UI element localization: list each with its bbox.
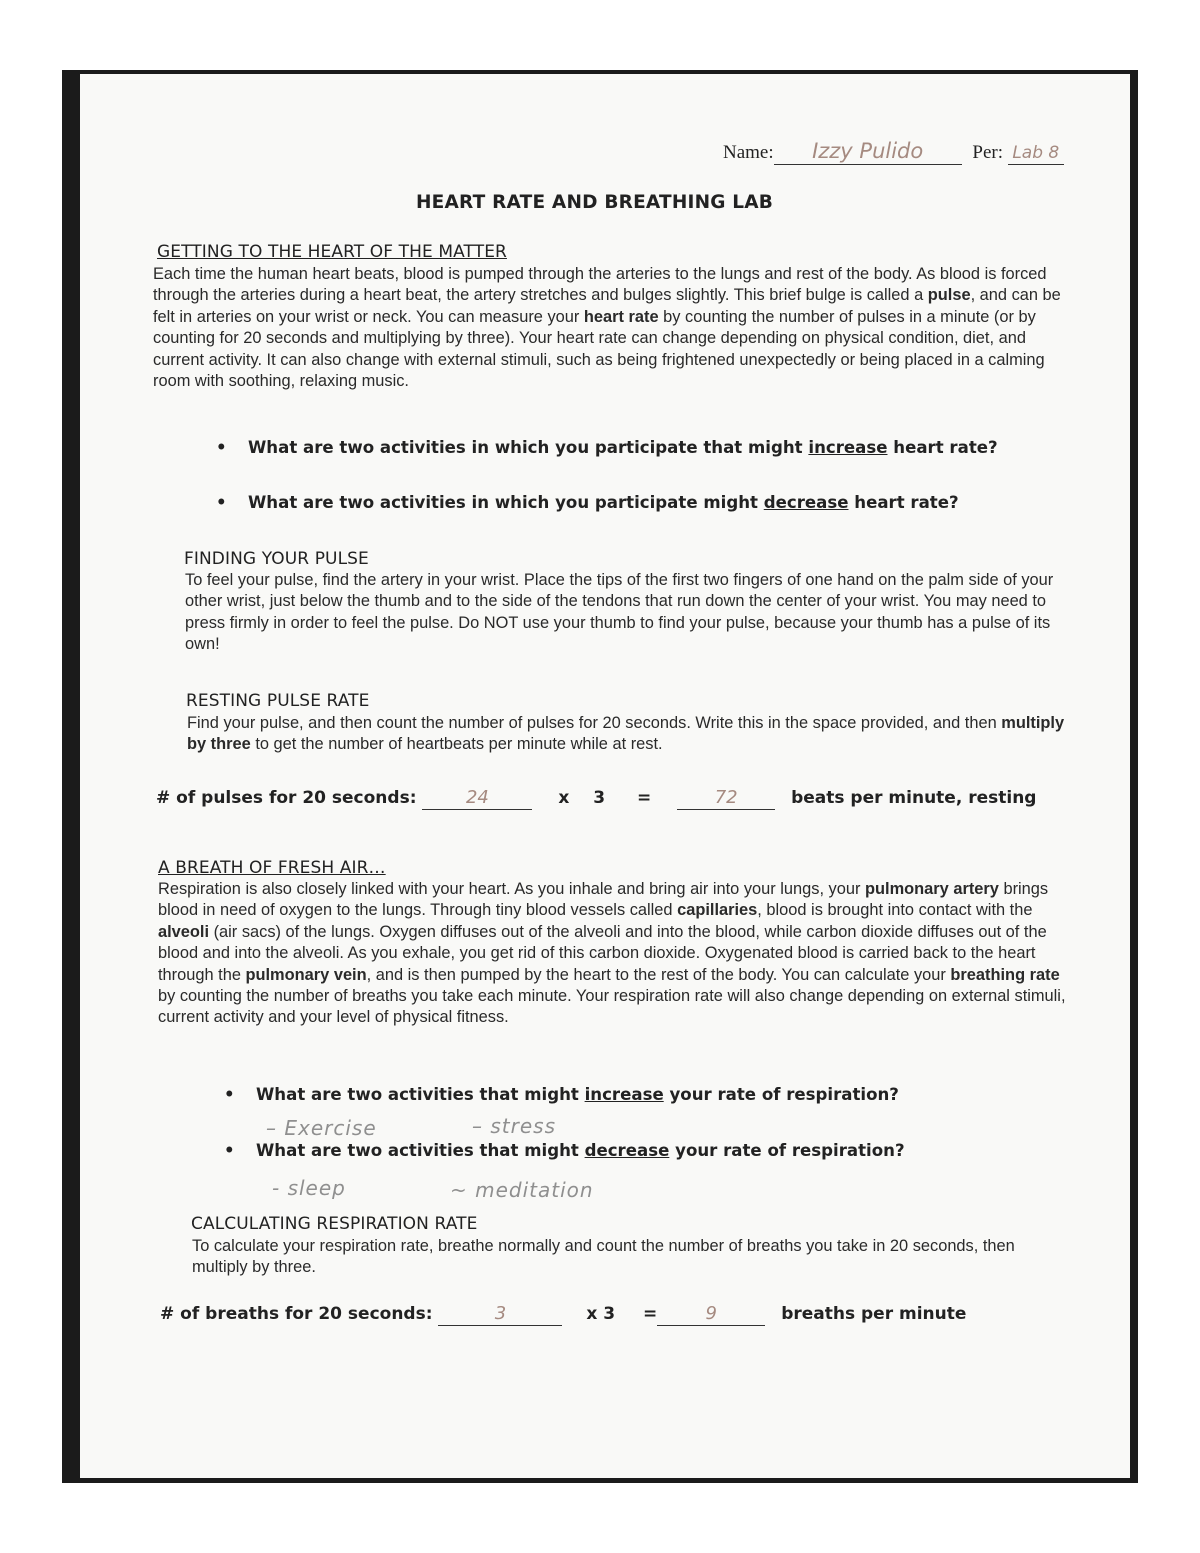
breaths-per-minute-field[interactable] [657, 1303, 765, 1326]
q-text: heart rate? [887, 438, 998, 457]
breath-text-5: , and is then pumped by the heart to the rest of the body. You can calculate your [366, 965, 951, 984]
question-decrease-respiration [224, 1141, 905, 1160]
q-text: heart rate? [848, 493, 959, 512]
name-field[interactable] [774, 139, 962, 165]
breath-text-2: brings blood in need of oxygen to the lungs. Through tiny blood vessels called [158, 880, 1049, 920]
resting-pulse-paragraph [187, 713, 1072, 756]
q-keyword: increase [808, 438, 888, 457]
section-heading-finding-pulse: FINDING YOUR PULSE [184, 549, 369, 569]
worksheet-page [80, 74, 1130, 1478]
breath-text-6: by counting the number of breaths you take each minute. Your respiration rate will also change depending on external stimuli, current activity and your level of physical fitness. [158, 987, 1066, 1027]
section-heading-resting-pulse: RESTING PULSE RATE [186, 691, 370, 711]
name-period-line [723, 139, 1123, 169]
q-keyword: decrease [763, 493, 849, 512]
bullet-icon: • [216, 438, 227, 457]
multiplier: 3 [593, 788, 606, 808]
pulse-count-value: 24 [465, 787, 489, 808]
equals-sign: = [643, 1304, 658, 1324]
breath-row-label: # of breaths for 20 seconds: [160, 1304, 433, 1324]
q-keyword: increase [584, 1085, 664, 1104]
q-text: What are two activities in which you participate that might [248, 438, 809, 457]
question-increase-respiration [224, 1085, 899, 1104]
section-heading-heart: GETTING TO THE HEART OF THE MATTER [157, 242, 507, 262]
q-text: What are two activities that might [256, 1141, 585, 1160]
bpm-suffix: beats per minute, resting [791, 788, 1037, 808]
bpm-field[interactable] [677, 787, 775, 810]
q-keyword: decrease [584, 1141, 670, 1160]
breath-count-field[interactable] [438, 1303, 562, 1326]
bpm-value: 72 [714, 787, 738, 808]
answer-sleep[interactable]: - sleep [272, 1176, 346, 1200]
heart-text-1: Each time the human heart beats, blood is pumped through the arteries to the lungs and rest of the body. As blood is forced through the arteries during a heart beat, the artery stretches and bulges slightly. This brief bulge is called a [153, 265, 1047, 305]
bullet-icon: • [224, 1141, 235, 1160]
breath-count-value: 3 [494, 1303, 507, 1324]
resting-text-2: to get the number of heartbeats per minute while at rest. [250, 735, 663, 754]
page-title: HEART RATE AND BREATHING LAB [416, 192, 774, 213]
period-value: Lab 8 [1012, 143, 1060, 163]
pulse-row-label: # of pulses for 20 seconds: [156, 788, 417, 808]
answer-exercise[interactable]: – Exercise [266, 1116, 377, 1140]
period-field[interactable] [1008, 142, 1064, 165]
section-heading-respiration-rate: CALCULATING RESPIRATION RATE [191, 1214, 478, 1234]
breath-text-3: , blood is brought into contact with the [757, 901, 1033, 920]
name-label: Name: [723, 142, 774, 163]
finding-pulse-paragraph: To feel your pulse, find the artery in your wrist. Place the tips of the first two fingers of one hand on the palm side of your other wrist, just below the thumb and to the side of the tendons that run down the center of your wrist. You may need to press firmly in order to feel the pulse. Do NOT use your thumb to find your pulse, because your thumb has a pulse of its own! [185, 571, 1054, 654]
term-pulmonary-vein: pulmonary vein [245, 965, 367, 984]
equals-sign: = [637, 788, 652, 808]
breath-text-4: (air sacs) of the lungs. Oxygen diffuses out of the alveoli and into the blood, while carbon dioxide diffuses out of the blood and into the alveoli. As you exhale, you get rid of this carbon dioxide. Oxygenated blood is carried back to the heart through the [158, 922, 1047, 984]
breath-calculation-row [160, 1303, 966, 1326]
breaths-per-minute-value: 9 [705, 1303, 717, 1324]
q-text: What are two activities that might [256, 1085, 585, 1104]
name-value: Izzy Pulido [812, 139, 924, 163]
pulse-calculation-row [156, 787, 1036, 810]
breath-text-1: Respiration is also closely linked with your heart. As you inhale and bring air into your lungs, your [158, 880, 865, 898]
answer-meditation[interactable]: ~ meditation [450, 1178, 594, 1202]
q-text: your rate of respiration? [669, 1141, 905, 1160]
period-label: Per: [972, 142, 1004, 163]
term-pulse: pulse [927, 286, 971, 305]
q-text: your rate of respiration? [663, 1085, 899, 1104]
term-alveoli: alveoli [158, 922, 210, 941]
heart-text-2: , and can be felt in arteries on your wrist or neck. You can measure your [153, 286, 1061, 326]
respiration-rate-paragraph: To calculate your respiration rate, breathe normally and count the number of breaths you take in 20 seconds, then multiply by three. [192, 1237, 1015, 1277]
times-three: x 3 [586, 1304, 616, 1324]
breath-paragraph [158, 879, 1078, 1029]
breaths-suffix: breaths per minute [781, 1304, 967, 1324]
term-pulmonary-artery: pulmonary artery [865, 880, 999, 898]
pulse-count-field[interactable] [422, 787, 532, 810]
bullet-icon: • [224, 1085, 235, 1104]
resting-text-1: Find your pulse, and then count the number of pulses for 20 seconds. Write this in the space provided, and then [187, 714, 1002, 732]
term-capillaries: capillaries [677, 901, 758, 920]
heart-paragraph [153, 264, 1063, 392]
times-sign: x [558, 788, 570, 808]
section-heading-breath: A BREATH OF FRESH AIR… [158, 858, 386, 878]
heart-text-3: by counting the number of pulses in a minute (or by counting for 20 seconds and multiplying by three). Your heart rate can change depending on physical condition, diet, and current activity. It can also change with external stimuli, such as being frightened unexpectedly or being placed in a calming room with soothing, relaxing music. [153, 307, 1045, 391]
answer-stress[interactable]: – stress [472, 1114, 556, 1138]
term-heart-rate: heart rate [583, 307, 659, 326]
term-breathing-rate: breathing rate [950, 965, 1060, 984]
bullet-icon: • [216, 493, 227, 512]
question-decrease-heart-rate [216, 493, 959, 512]
q-text: What are two activities in which you participate might [248, 493, 764, 512]
term-multiply: multiply by three [187, 714, 1065, 754]
question-increase-heart-rate [216, 438, 998, 457]
